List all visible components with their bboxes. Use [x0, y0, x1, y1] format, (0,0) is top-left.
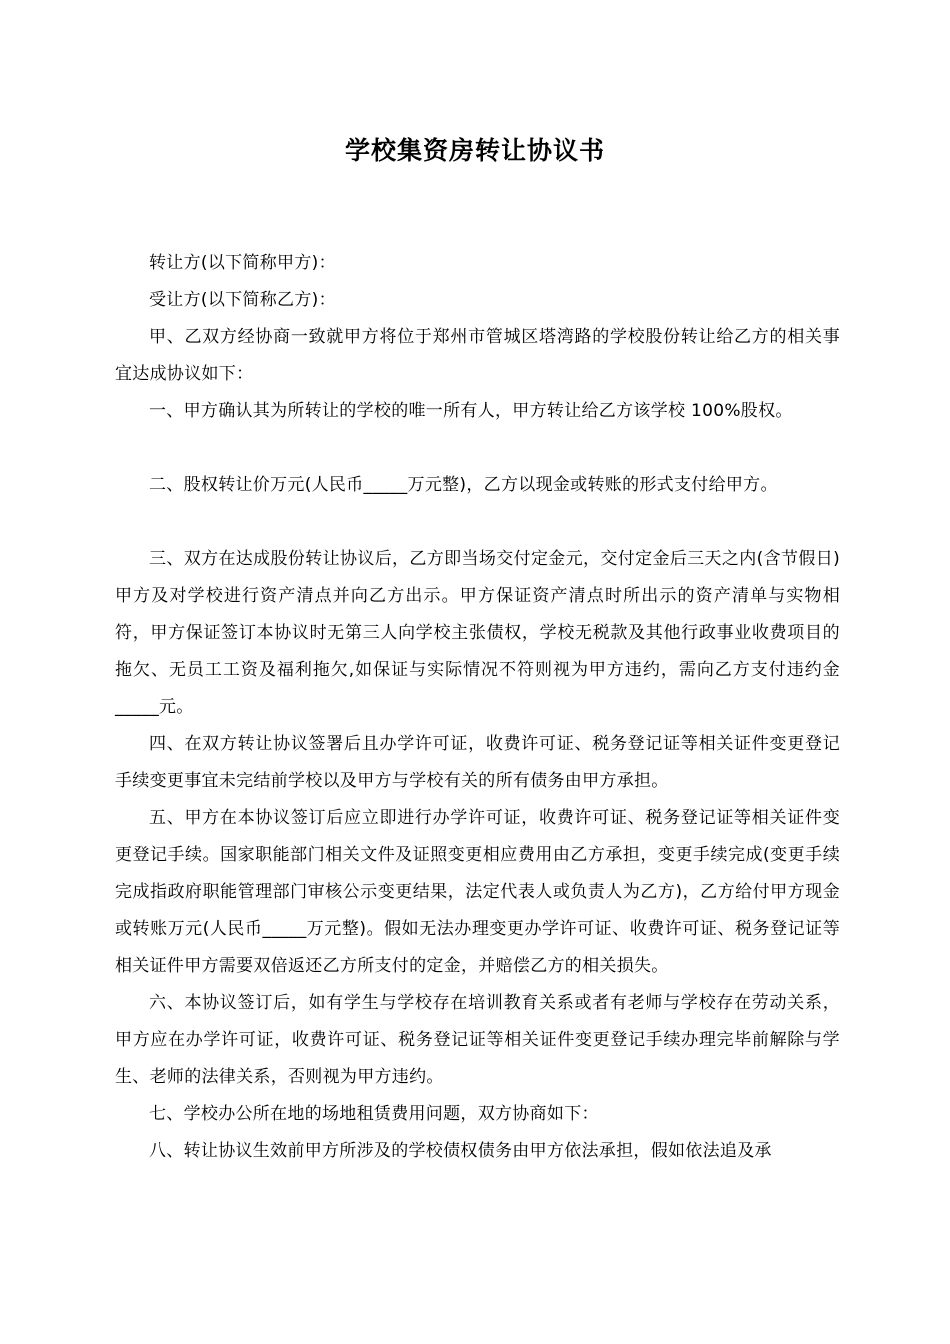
clause-6: 六、本协议签订后，如有学生与学校存在培训教育关系或者有老师与学校存在劳动关系，甲方应在办学许可证，收费许可证、税务登记证等相关证件变更登记手续办理完毕前解除与学生、老师的法律关系，否则视为甲方违约。	[115, 993, 840, 1087]
paragraph-preamble: 甲、乙双方经协商一致就甲方将位于郑州市管城区塔湾路的学校股份转让给乙方的相关事宜达成协议如下：	[115, 327, 840, 384]
clause-2: 二、股权转让价万元(人民币_____万元整)，乙方以现金或转账的形式支付给甲方。	[149, 475, 778, 495]
document-body	[115, 245, 840, 1170]
clause-1: 一、甲方确认其为所转让的学校的唯一所有人，甲方转让给乙方该学校 100%股权。	[149, 401, 793, 421]
paragraph-transferor: 转让方(以下简称甲方)：	[149, 253, 336, 273]
clause-5: 五、甲方在本协议签订后应立即进行办学许可证，收费许可证、税务登记证等相关证件变更登记手续。国家职能部门相关文件及证照变更相应费用由乙方承担，变更手续完成(变更手续完成指政府职能管理部门审核公示变更结果，法定代表人或负责人为乙方)，乙方给付甲方现金或转账万元(人民币_____万元整)。假如无法办理变更办学许可证、收费许可证、税务登记证等相关证件甲方需要双倍返还乙方所支付的定金，并赔偿乙方的相关损失。	[115, 808, 840, 976]
clause-8: 八、转让协议生效前甲方所涉及的学校债权债务由甲方依法承担，假如依法追及承	[149, 1141, 772, 1161]
clause-4: 四、在双方转让协议签署后且办学许可证，收费许可证、税务登记证等相关证件变更登记手续变更事宜未完结前学校以及甲方与学校有关的所有债务由甲方承担。	[115, 734, 840, 791]
paragraph-transferee: 受让方(以下简称乙方)：	[149, 290, 336, 310]
clause-3: 三、双方在达成股份转让协议后，乙方即当场交付定金元，交付定金后三天之内(含节假日)甲方及对学校进行资产清点并向乙方出示。甲方保证资产清点时所出示的资产清单与实物相符，甲方保证签订本协议时无第三人向学校主张债权，学校无税款及其他行政事业收费项目的拖欠、无员工工资及福利拖欠,如保证与实际情况不符则视为甲方违约，需向乙方支付违约金_____元。	[115, 549, 840, 717]
document-title: 学校集资房转让协议书	[344, 136, 605, 165]
clause-7: 七、学校办公所在地的场地租赁费用问题，双方协商如下：	[149, 1104, 599, 1124]
